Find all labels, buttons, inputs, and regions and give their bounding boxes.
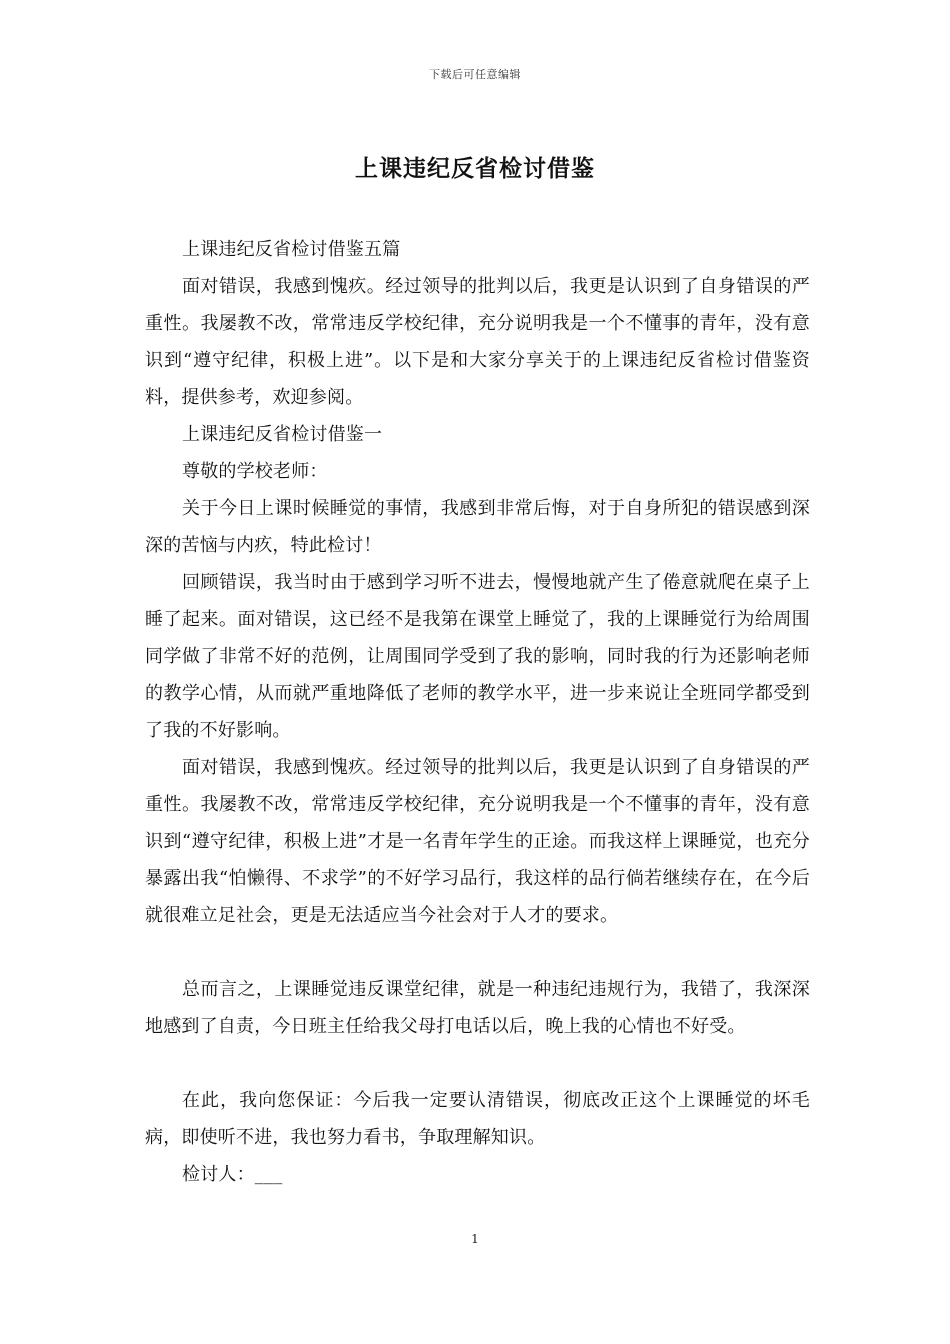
body-paragraph: 面对错误，我感到愧疚。经过领导的批判以后，我更是认识到了自身错误的严重性。我屡教不改，常常违反学校纪律，充分说明我是一个不懂事的青年，没有意识到“遵守纪律，积极上进”才是一名青年学生的正途。而我这样上课睡觉，也充分暴露出我“怕懒得、不求学”的不好学习品行，我这样的品行倘若继续存在，在今后就很难立足社会，更是无法适应当今社会对于人才的要求。 [145, 757, 810, 926]
paragraph-spacer [145, 1045, 810, 1082]
document-title: 上课违纪反省检讨借鉴 [355, 155, 595, 182]
signature-line: 检讨人：___ [182, 1164, 283, 1185]
intro-heading: 上课违纪反省检讨借鉴五篇 [182, 239, 401, 260]
document-body [145, 231, 810, 1193]
body-paragraph: 回顾错误，我当时由于感到学习听不进去，慢慢地就产生了倦意就爬在桌子上睡了起来。面对错误，这已经不是我第在课堂上睡觉了，我的上课睡觉行为给周围同学做了非常不好的范例，让周围同学受到了我的影响，同时我的行为还影响老师的教学心情，从而就严重地降低了老师的教学水平，进一步来说让全班同学都受到了我的不好影响。 [145, 572, 810, 741]
page-header: 下载后可任意编辑 [429, 68, 521, 81]
paragraph-spacer [145, 934, 810, 971]
body-paragraph: 关于今日上课时候睡觉的事情，我感到非常后悔，对于自身所犯的错误感到深深的苦恼与内疚，特此检讨！ [145, 498, 810, 556]
page-number: 1 [471, 1232, 479, 1246]
section-heading: 上课违纪反省检讨借鉴一 [182, 424, 383, 445]
body-paragraph: 在此，我向您保证：今后我一定要认清错误，彻底改正这个上课睡觉的坏毛病，即使听不进，我也努力看书，争取理解知识。 [145, 1090, 810, 1148]
salutation: 尊敬的学校老师： [182, 461, 328, 482]
intro-paragraph: 面对错误，我感到愧疚。经过领导的批判以后，我更是认识到了自身错误的严重性。我屡教不改，常常违反学校纪律，充分说明我是一个不懂事的青年，没有意识到“遵守纪律，积极上进”。以下是和大家分享关于的上课违纪反省检讨借鉴资料，提供参考，欢迎参阅。 [145, 276, 810, 408]
body-paragraph: 总而言之，上课睡觉违反课堂纪律，就是一种违纪违规行为，我错了，我深深地感到了自责，今日班主任给我父母打电话以后，晚上我的心情也不好受。 [145, 979, 810, 1037]
